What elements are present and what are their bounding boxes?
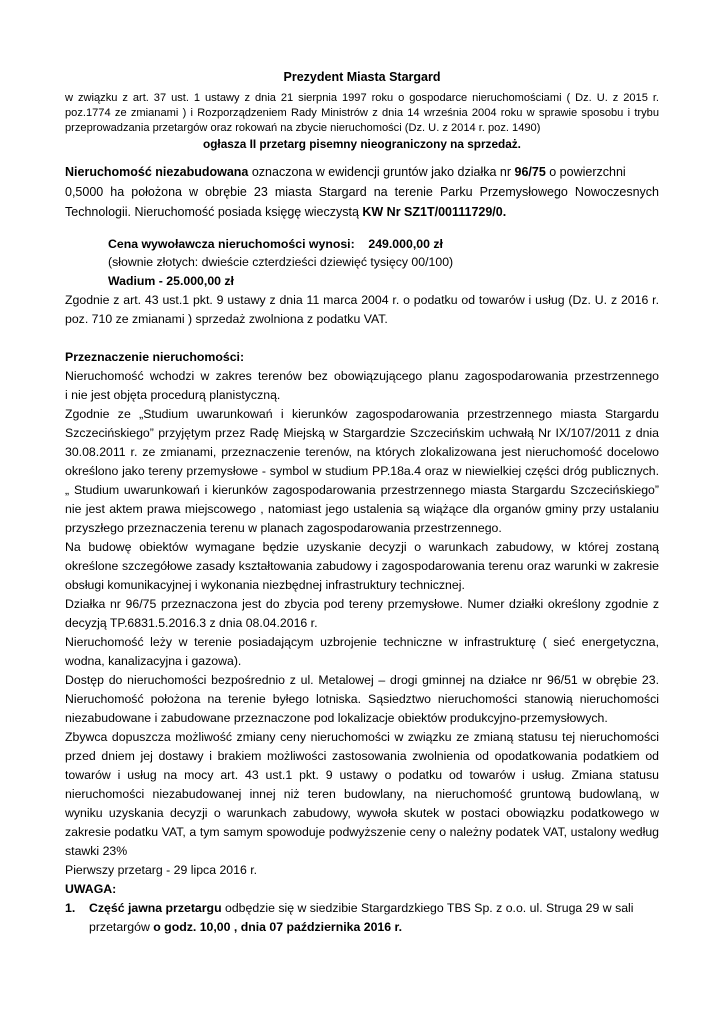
note-heading: UWAGA:	[65, 882, 117, 896]
body-line: przed dniem jej dostawy i brakiem możliwości zastosowania zwolnienia od opodatkowania podatkiem od	[65, 749, 659, 763]
body-line: Zbywca dopuszcza możliwość zmiany ceny nieruchomości w związku ze zmianą statusu tej nieruchomości	[65, 730, 659, 744]
price-line	[108, 236, 628, 253]
body-line: nieruchomości niezabudowanej innej niż teren budowlany, na nieruchomość gruntową budowlaną, w	[65, 787, 659, 801]
public-part-label: Część jawna przetargu	[89, 901, 222, 915]
body-line: nie jest aktem prawa miejscowego , natomiast jego ustalenia są wiążące dla organów gminy przy ustalaniu	[65, 502, 659, 516]
intro-line: przeprowadzania przetargów oraz rokowań na zbycie nieruchomości (Dz. U. z 2014 r. poz. 1490)	[65, 122, 541, 134]
body-line: i nie jest objęta procedurą planistyczną.	[65, 388, 281, 402]
list-item-number: 1.	[65, 901, 76, 915]
body-line: wyniku uzyskania decyzji o warunkach zabudowy, wywoła skutek w postaci obowiązku podatkowego w	[65, 806, 659, 820]
body-line: wodna, kanalizacyjna i gazowa).	[65, 654, 242, 668]
property-desc-text: o powierzchni	[545, 165, 626, 179]
body-line: obsługi komunikacyjnej i wykonania niezbędnej infrastruktury technicznej.	[65, 578, 465, 592]
plot-number: 96/75	[514, 165, 546, 179]
price-value: 249.000,00 zł	[368, 237, 443, 251]
list-item-text: przetargów	[89, 920, 154, 934]
body-line: towarów i usług na mocy art. 43 ust.1 pkt. 9 ustawy o podatku od towarów i usług. Zmiana statusu	[65, 768, 659, 782]
price-in-words: (słownie złotych: dwieście czterdzieści dziewięć tysięcy 00/100)	[108, 255, 454, 269]
property-type: Nieruchomość niezabudowana	[65, 165, 249, 179]
land-register-number: KW Nr SZ1T/00111729/0.	[362, 205, 507, 219]
wadium: Wadium - 25.000,00 zł	[108, 274, 234, 288]
body-line: przyszłego przeznaczenia terenu w planach zagospodarowania przestrzennego.	[65, 521, 502, 535]
body-line: Nieruchomość położona na terenie byłego lotniska. Sąsiedztwo nieruchomości stanowią nieruchomości	[65, 692, 659, 706]
intro-line: w związku z art. 37 ust. 1 ustawy z dnia 21 sierpnia 1997 roku o gospodarce nieruchomościami ( Dz. U. z 2015 r.	[65, 92, 659, 104]
property-desc-line: 0,5000 ha położona w obrębie 23 miasta Stargard na terenie Parku Przemysłowego Nowoczesnych	[65, 185, 659, 199]
body-line: określono jako tereny przemysłowe - symbol w studium PP.18a.4 oraz w niewielkiej części dróg publicznych.	[65, 464, 659, 478]
list-item-continuation	[89, 919, 659, 936]
body-line: „ Studium uwarunkowań i kierunków zagospodarowania przestrzennego miasta Stargardu Szczecińskiego”	[65, 483, 659, 497]
body-line: 30.08.2011 r. ze zmianami, przeznaczenie terenów, na których zlokalizowana jest nieruchomość docelowo	[65, 445, 659, 459]
body-line: Szczecińskiego” przyjętym przez Radę Miejską w Stargardzie Szczecińskim uchwałą Nr IX/107/2011 z dnia	[65, 426, 659, 440]
property-desc-line	[65, 203, 659, 222]
property-desc-text: Technologii. Nieruchomość posiada księgę wieczystą	[65, 205, 363, 219]
body-line: niezabudowane i zabudowane przeznaczone pod lokalizacje obiektów produkcyjno-przemysłowych.	[65, 711, 608, 725]
body-line: decyzją TP.6831.5.2016.3 z dnia 08.04.2016 r.	[65, 616, 318, 630]
body-line: określone szczegółowe zasady kształtowania zabudowy i zagospodarowania terenu oraz warunki w zakresie	[65, 559, 659, 573]
body-line: Na budowę obiektów wymagane będzie uzyskanie decyzji o warunkach zabudowy, w której zostaną	[65, 540, 659, 554]
body-line: Działka nr 96/75 przeznaczona jest do zbycia pod tereny przemysłowe. Numer działki określony zgodnie z	[65, 597, 659, 611]
property-desc-text: oznaczona w ewidencji gruntów jako działka nr	[248, 165, 515, 179]
first-auction-date: Pierwszy przetarg - 29 lipca 2016 r.	[65, 863, 258, 877]
purpose-heading: Przeznaczenie nieruchomości:	[65, 350, 245, 364]
body-line: zakresie podatku VAT, a tym samym spowoduje podwyższenie ceny o należny podatek VAT, ustalony według	[65, 825, 659, 839]
announcement: ogłasza II przetarg pisemny nieograniczony na sprzedaż.	[203, 137, 521, 151]
property-desc-line	[65, 163, 659, 182]
vat-line: Zgodnie z art. 43 ust.1 pkt. 9 ustawy z dnia 11 marca 2004 r. o podatku od towarów i usług (Dz. U. z 2016 r.	[65, 293, 659, 307]
vat-line: poz. 710 ze zmianami ) sprzedaż zwolniona z podatku VAT.	[65, 312, 388, 326]
auction-time-date: o godz. 10,00 , dnia 07 października 2016 r.	[153, 920, 403, 934]
document-title: Prezydent Miasta Stargard	[283, 70, 441, 84]
body-line: Dostęp do nieruchomości bezpośrednio z ul. Metalowej – drogi gminnej na działce nr 96/51 w obrębie 23.	[65, 673, 659, 687]
body-line: Nieruchomość wchodzi w zakres terenów bez obowiązującego planu zagospodarowania przestrzennego	[65, 369, 659, 383]
body-line: Zgodnie ze „Studium uwarunkowań i kierunków zagospodarowania przestrzennego miasta Stargardu	[65, 407, 659, 421]
body-line: Nieruchomość leży w terenie posiadającym uzbrojenie techniczne w infrastrukturę ( sieć energetyczna,	[65, 635, 659, 649]
body-line: stawki 23%	[65, 844, 128, 858]
price-label: Cena wywoławcza nieruchomości wynosi:	[108, 237, 355, 251]
intro-line: poz.1774 ze zmianami ) i Rozporządzeniem Rady Ministrów z dnia 14 września 2004 roku w sprawie sposobu i trybu	[65, 107, 659, 119]
list-item-text: odbędzie się w siedzibie Stargardzkiego TBS Sp. z o.o. ul. Struga 29 w sali	[221, 901, 634, 915]
list-item	[65, 900, 659, 917]
